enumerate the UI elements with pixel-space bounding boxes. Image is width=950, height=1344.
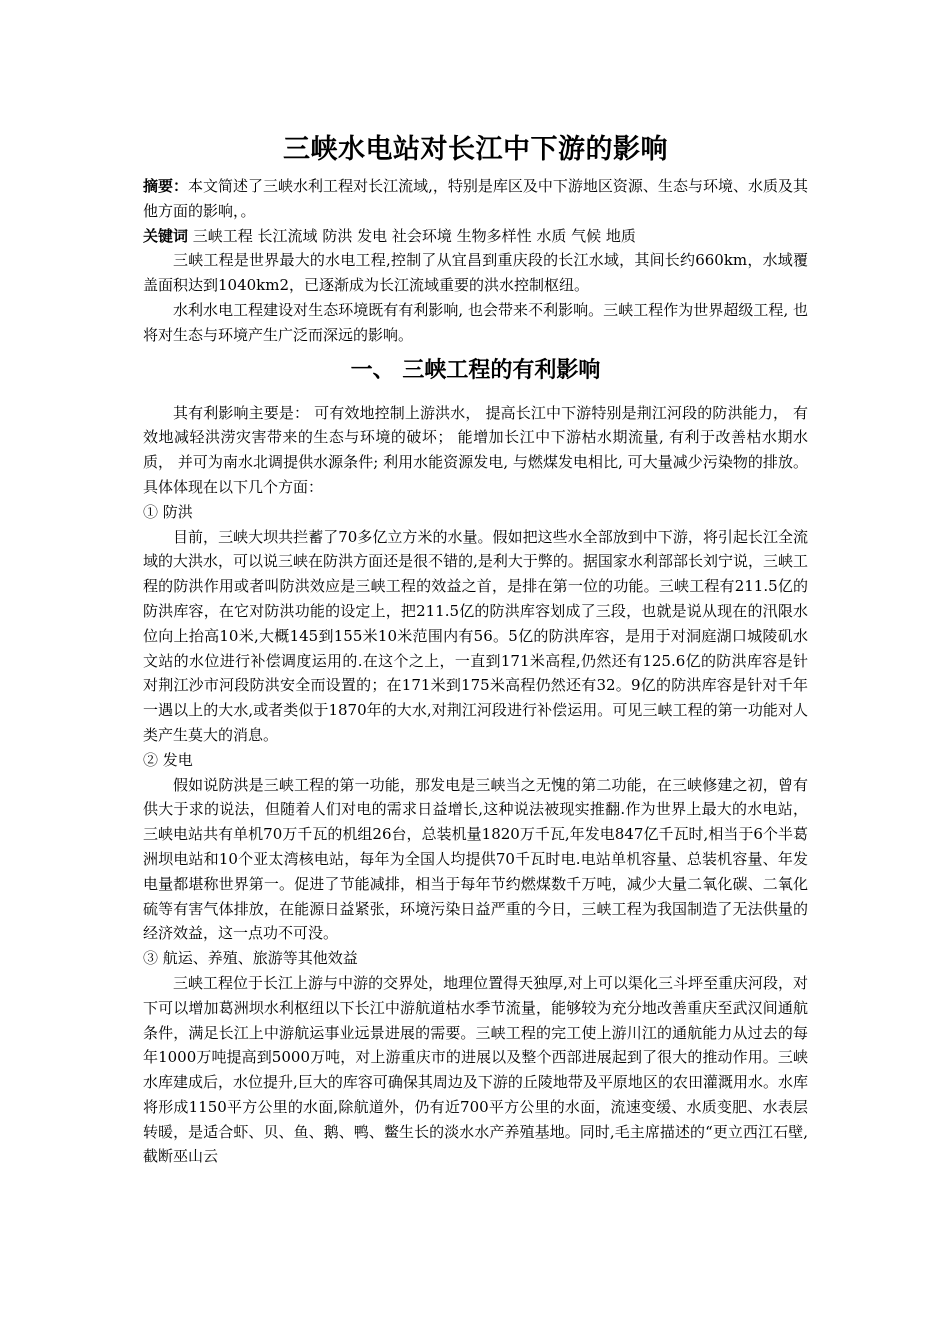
section-heading: 一、 三峡工程的有利影响 [350, 357, 601, 383]
intro-paragraph-1: 三峡工程是世界最大的水电工程,控制了从宜昌到重庆段的长江水域，其间长约660km，水域覆盖面积达到1040km2，已逐渐成为长江流域重要的洪水控制枢纽。 [143, 251, 808, 295]
keywords-label: 关键词 [143, 226, 189, 245]
keywords-text: 三峡工程 长江流域 防洪 发电 社会环境 生物多样性 水质 气候 地质 [188, 226, 636, 245]
item-text-power-generation: 假如说防洪是三峡工程的第一功能，那发电是三峡当之无愧的第二功能，在三峡修建之初，曾有供大于求的说法，但随着人们对电的需求日益增长,这种说法被现实推翻.作为世界上最大的水电站，三峡电站共有单机70万千瓦的机组26台，总装机量1820万千瓦,年发电847亿千瓦时,相当于6个半葛洲坝电站和10个亚太湾核电站，每年为全国人均提供70千瓦时电.电站单机容量、总装机容量、年发电量都堪称世界第一。促进了节能减排，相当于每年节约燃煤数千万吨，减少大量二氧化碳、二氧化硫等有害气体排放，在能源日益紧张，环境污染日益严重的今日，三峡工程为我国制造了无法供量的经济效益，这一点功不可没。 [143, 775, 808, 943]
intro-paragraph-2: 水利水电工程建设对生态环境既有有利影响, 也会带来不利影响。三峡工程作为世界超级工程, 也将对生态与环境产生广泛而深远的影响。 [143, 300, 808, 344]
item-label-flood-control: ① 防洪 [143, 502, 193, 521]
document-title: 三峡水电站对长江中下游的影响 [283, 134, 668, 165]
section-intro-paragraph: 其有利影响主要是： 可有效地控制上游洪水， 提高长江中下游特别是荆江河段的防洪能力， 有效地减轻洪涝灾害带来的生态与环境的破坏； 能增加长江中下游枯水期流量, 有利于改善枯水期水质， 并可为南水北调提供水源条件; 利用水能资源发电, 与燃煤发电相比, 可大量减少污染物的排放。具体体现在以下几个方面： [143, 403, 808, 496]
document-page [143, 130, 808, 1169]
abstract-label: 摘要： [143, 177, 189, 195]
item-text-other-benefits: 三峡工程位于长江上游与中游的交界处，地理位置得天独厚,对上可以渠化三斗坪至重庆河段，对下可以增加葛洲坝水利枢纽以下长江中游航道枯水季节流量，能够较为充分地改善重庆至武汉间通航条件，满足长江上中游航运事业远景进展的需要。三峡工程的完工使上游川江的通航能力从过去的每年1000万吨提高到5000万吨，对上游重庆市的进展以及整个西部进展起到了很大的推动作用。三峡水库建成后，水位提升,巨大的库容可确保其周边及下游的丘陵地带及平原地区的农田灌溉用水。水库将形成1150平方公里的水面,除航道外，仍有近700平方公里的水面，流速变缓、水质变肥、水表层转暖，是适合虾、贝、鱼、鹅、鸭、鳖生长的淡水水产养殖基地。同时,毛主席描述的“更立西江石壁,截断巫山云 [143, 973, 808, 1166]
item-label-other-benefits: ③ 航运、养殖、旅游等其他效益 [143, 949, 358, 968]
abstract-text: 本文简述了三峡水利工程对长江流域,，特别是库区及中下游地区资源、生态与环境、水质及其他方面的影响，。 [143, 177, 808, 220]
item-text-flood-control: 目前，三峡大坝共拦蓄了70多亿立方米的水量。假如把这些水全部放到中下游，将引起长江全流域的大洪水，可以说三峡在防洪方面还是很不错的,是利大于弊的。据国家水利部部长刘宁说，三峡工程的防洪作用或者叫防洪效应是三峡工程的效益之首，是排在第一位的功能。三峡工程有211.5亿的防洪库容，在它对防洪功能的设定上，把211.5亿的防洪库容划成了三段，也就是说从现在的汛限水位向上抬高10米,大概145到155米10米范围内有56。5亿的防洪库容，是用于对洞庭湖口城陵矶水文站的水位进行补偿调度运用的.在这个之上，一直到171米高程,仍然还有125.6亿的防洪库容是针对荆江沙市河段防洪安全而设置的；在171米到175米高程仍然还有32。9亿的防洪库容是针对千年一遇以上的大水,或者类似于1870年的大水,对荆江河段进行补偿运用。可见三峡工程的第一功能对人类产生莫大的消息。 [143, 527, 808, 744]
keywords-paragraph [143, 224, 808, 249]
item-label-power-generation: ② 发电 [143, 750, 193, 769]
abstract-paragraph [143, 174, 808, 224]
